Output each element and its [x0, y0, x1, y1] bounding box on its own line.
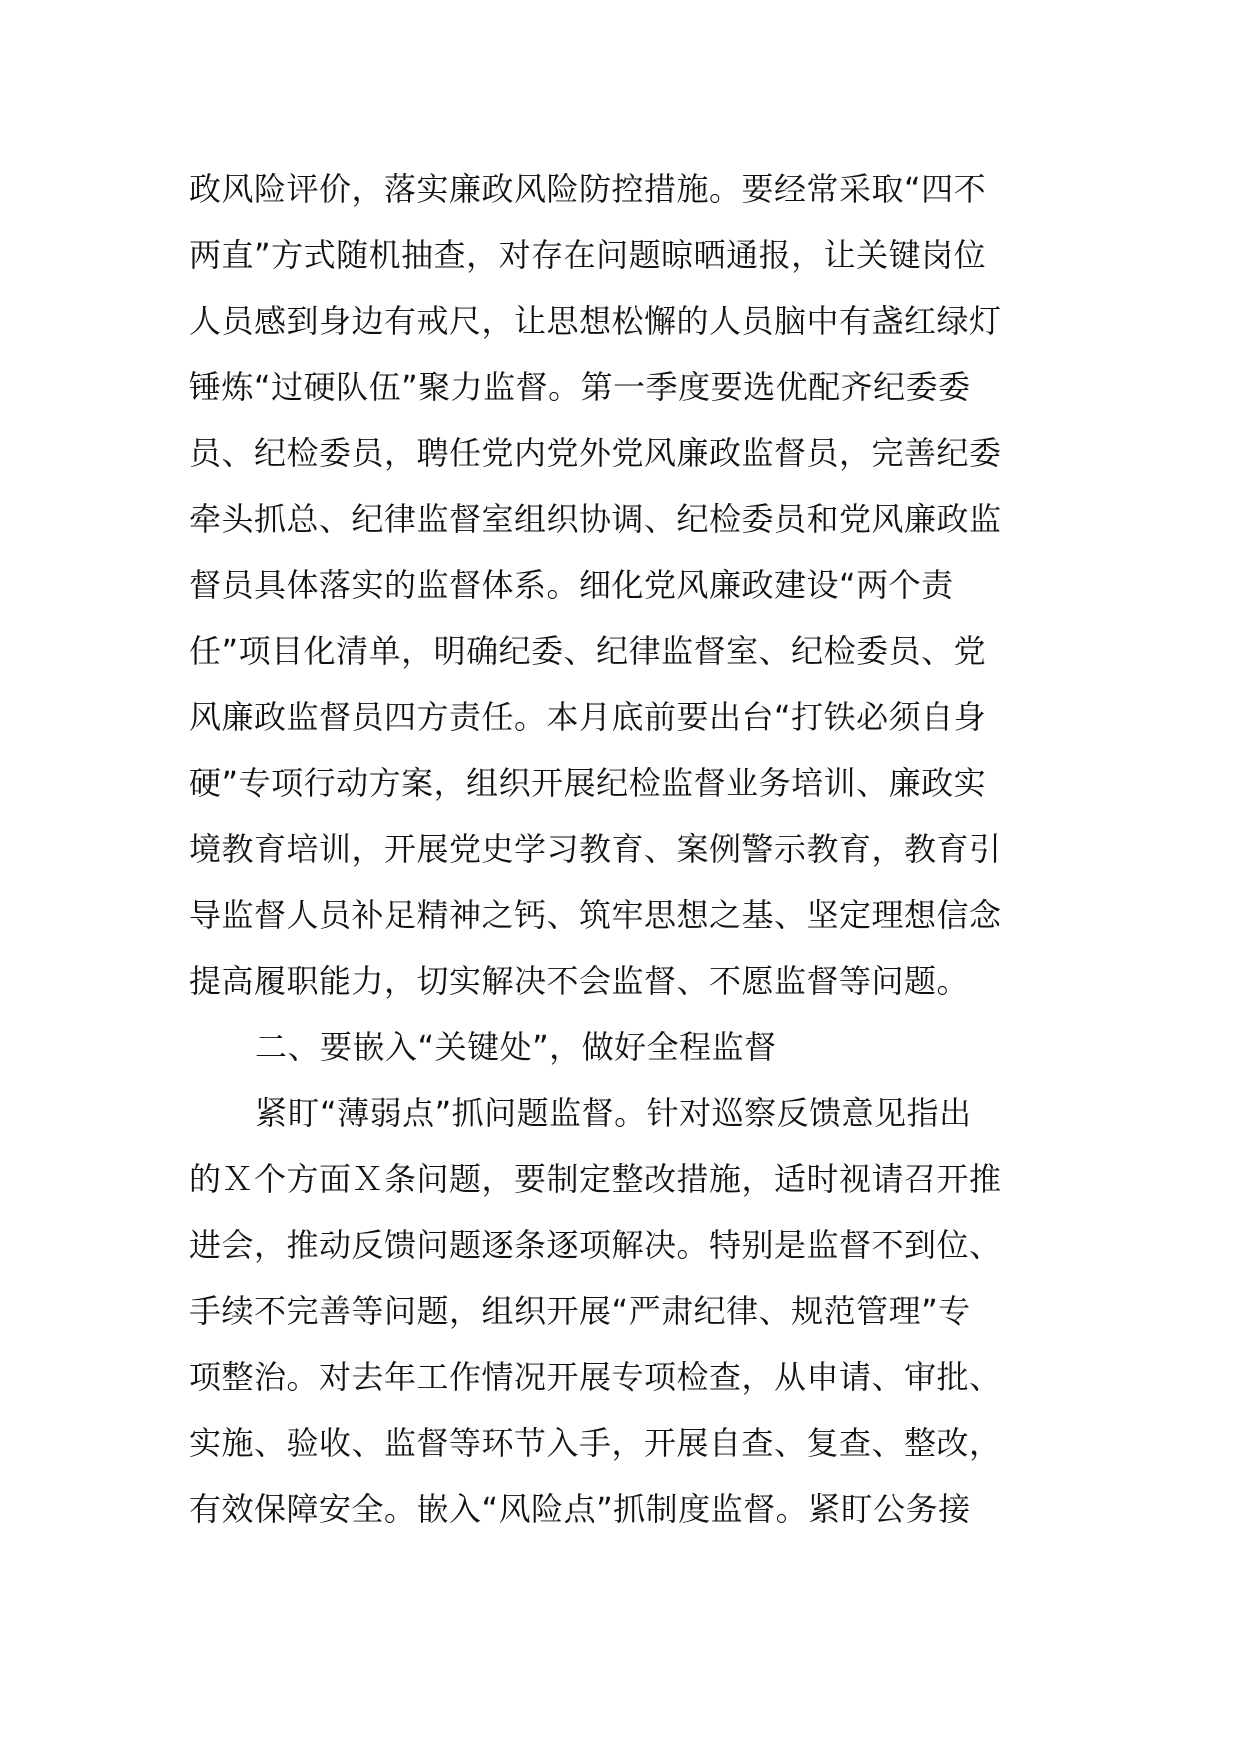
text-line: 导监督人员补足精神之钙、筑牢思想之基、坚定理想信念 [189, 896, 1002, 934]
text-line: 实施、验收、监督等环节入手，开展自查、复查、整改， [189, 1424, 1002, 1462]
text-line: 督员具体落实的监督体系。细化党风廉政建设“两个责 [189, 566, 954, 604]
text-line: 任”项目化清单，明确纪委、纪律监督室、纪检委员、党 [189, 632, 987, 670]
text-line: 锤炼“过硬队伍”聚力监督。第一季度要选优配齐纪委委 [189, 368, 971, 406]
text-line: 的Ｘ个方面Ｘ条问题，要制定整改措施，适时视请召开推 [189, 1160, 1002, 1198]
text-line: 风廉政监督员四方责任。本月底前要出台“打铁必须自身 [189, 698, 987, 736]
text-line: 境教育培训，开展党史学习教育、案例警示教育，教育引 [189, 830, 1002, 868]
text-line: 政风险评价，落实廉政风险防控措施。要经常采取“四不 [189, 170, 987, 208]
text-line: 手续不完善等问题，组织开展“严肃纪律、规范管理”专 [189, 1292, 971, 1330]
paragraph-start-line: 紧盯“薄弱点”抓问题监督。针对巡察反馈意见指出 [255, 1094, 972, 1132]
text-line: 有效保障安全。嵌入“风险点”抓制度监督。紧盯公务接 [189, 1490, 971, 1528]
text-line: 员、纪检委员，聘任党内党外党风廉政监督员，完善纪委 [189, 434, 1002, 472]
text-line: 两直”方式随机抽查，对存在问题晾晒通报，让关键岗位 [189, 236, 987, 274]
text-line: 硬”专项行动方案，组织开展纪检监督业务培训、廉政实 [189, 764, 987, 802]
text-line: 人员感到身边有戒尺，让思想松懈的人员脑中有盏红绿灯 [189, 302, 1002, 340]
text-line: 提高履职能力，切实解决不会监督、不愿监督等问题。 [189, 962, 970, 1000]
text-line: 进会，推动反馈问题逐条逐项解决。特别是监督不到位、 [189, 1226, 1002, 1264]
text-line: 牵头抓总、纪律监督室组织协调、纪检委员和党风廉政监 [189, 500, 1002, 538]
body-text [189, 156, 1069, 1542]
text-line: 项整治。对去年工作情况开展专项检查，从申请、审批、 [189, 1358, 1002, 1396]
section-heading: 二、要嵌入“关键处”，做好全程监督 [255, 1028, 777, 1066]
